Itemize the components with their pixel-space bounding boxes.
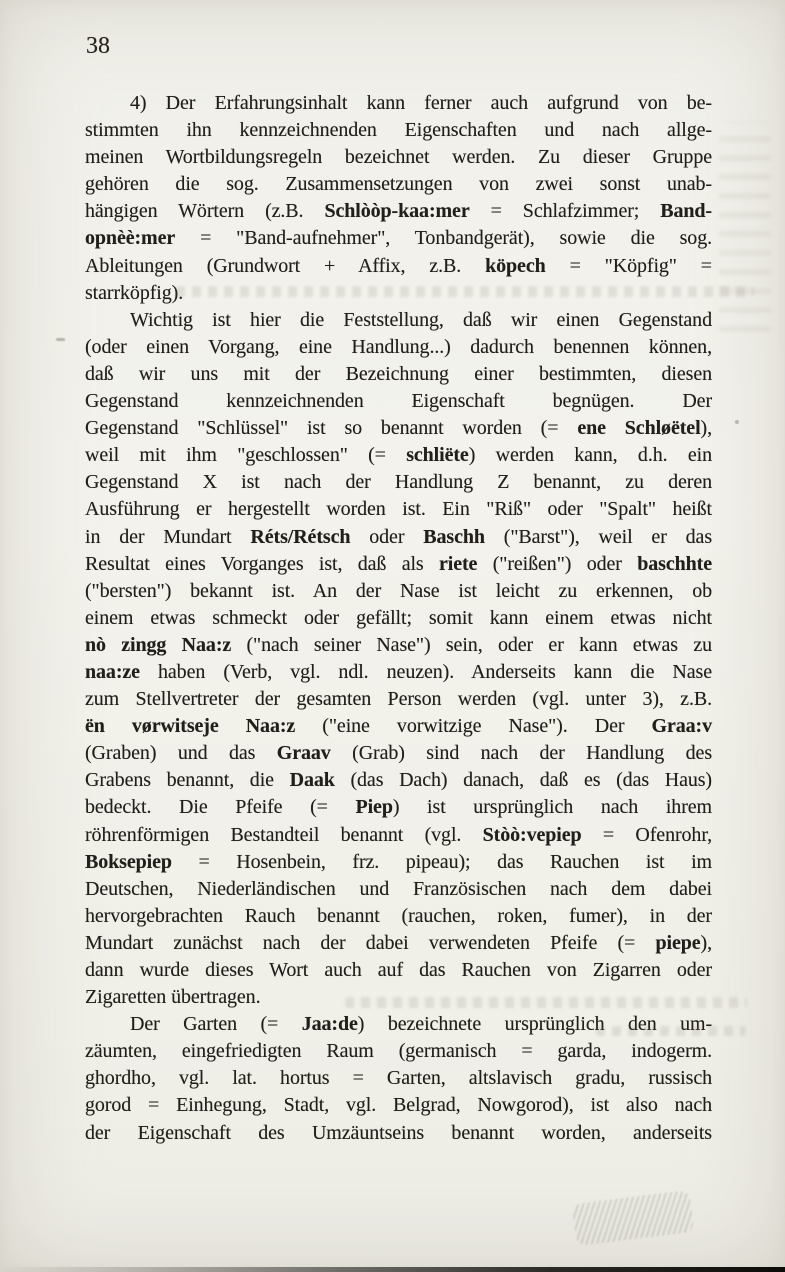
dialect-term: Stòò:vepiep	[482, 823, 582, 846]
text-segment: 4) Der Erfahrungsinhalt kann ferner auch aufgrund von be-	[130, 92, 712, 114]
text-line	[85, 713, 712, 740]
text-segment: = Ofenrohr,	[581, 823, 712, 846]
text-segment: Der Garten (=	[130, 1013, 302, 1036]
dialect-term: Piep	[355, 796, 393, 819]
text-segment: = "Köpfig" =	[545, 254, 712, 277]
text-segment: meinen Wortbildungsregeln bezeichnet werden. Zu dieser Gruppe	[85, 146, 712, 169]
text-line	[85, 632, 712, 659]
dialect-term: Graav	[276, 742, 331, 765]
text-segment: hängigen Wörtern (z.B.	[85, 200, 325, 223]
text-line	[85, 849, 712, 876]
text-segment: Gegenstand X ist nach der Handlung Z benannt, zu deren	[85, 471, 712, 494]
dialect-term: baschhte	[637, 552, 712, 575]
scan-smudge	[572, 1190, 694, 1246]
bleedthrough-artifact	[719, 122, 771, 332]
text-segment: Ableitungen (Grundwort + Affix, z.B.	[85, 254, 486, 277]
dialect-term: Daak	[289, 769, 335, 792]
dialect-term: Schlòòp-kaa:mer	[324, 200, 470, 223]
scan-edge-shadow	[0, 1267, 785, 1272]
text-segment: dann wurde dieses Wort auch auf das Rauchen von Zigarren oder	[85, 959, 712, 981]
text-segment: ) bezeichnete ursprünglich den um-	[357, 1013, 713, 1036]
dialect-term: schliëte	[406, 444, 469, 467]
dialect-term: piepe	[655, 931, 701, 954]
text-segment: oder	[350, 525, 424, 548]
paragraph	[85, 307, 712, 1011]
text-segment: gorod = Einhegung, Stadt, vgl. Belgrad, Nowgorod), ist also nach	[85, 1094, 712, 1117]
text-segment: gehören die sog. Zusammensetzungen von zwei sonst unab-	[85, 173, 712, 196]
text-line	[85, 225, 712, 252]
text-segment: ),	[700, 417, 712, 440]
ink-speck	[735, 420, 739, 424]
text-segment: Gegenstand kennzeichnenden Eigenschaft begnügen. Der	[85, 390, 712, 413]
text-line	[85, 876, 712, 903]
text-line	[85, 930, 712, 957]
paragraph	[85, 90, 712, 307]
dialect-term: Réts/Rétsch	[250, 525, 351, 548]
text-segment: in der Mundart	[85, 525, 251, 548]
text-segment: ("reißen") oder	[477, 552, 638, 575]
text-segment: röhrenförmigen Bestandteil benannt (vgl.	[85, 823, 483, 846]
dialect-term: Band-	[660, 200, 712, 223]
text-line	[85, 469, 712, 496]
text-segment: weil mit ihm "geschlossen" (=	[85, 444, 407, 467]
text-segment: ghordho, vgl. lat. hortus = Garten, altslavisch gradu, russisch	[85, 1067, 712, 1090]
text-segment: stimmten ihn kennzeichnenden Eigenschaften und nach allge-	[85, 119, 712, 142]
paragraph	[85, 1011, 712, 1146]
text-line	[85, 659, 712, 686]
dialect-term: Baschh	[423, 525, 485, 548]
text-segment: ) ist ursprünglich nach ihrem	[392, 796, 712, 819]
text-line	[85, 767, 712, 794]
text-segment: Zigaretten übertragen.	[85, 986, 261, 1009]
text-line	[85, 524, 712, 551]
page-number: 38	[86, 33, 110, 59]
text-line	[85, 605, 712, 632]
text-segment: ("Barst"), weil er das	[484, 525, 713, 548]
ink-speck	[56, 338, 65, 341]
dialect-term: ene Schløëtel	[577, 417, 701, 440]
text-line	[85, 1065, 712, 1092]
dialect-term: ën vørwitseje Naa:z	[85, 715, 296, 738]
text-line	[85, 1038, 712, 1065]
text-segment: Wichtig ist hier die Feststellung, daß wir einen Gegenstand	[130, 308, 712, 331]
text-line	[85, 280, 712, 307]
text-segment: ("eine vorwitzige Nase"). Der	[295, 715, 652, 738]
text-segment: einem etwas schmeckt oder gefällt; somit kann einem etwas nicht	[85, 606, 712, 629]
text-segment: hervorgebrachten Rauch benannt (rauchen, roken, fumer), in der	[85, 904, 712, 927]
text-segment: (oder einen Vorgang, eine Handlung...) dadurch benennen können,	[85, 335, 712, 358]
text-line	[85, 794, 712, 821]
text-segment: = Hosenbein, frz. pipeau); das Rauchen ist im	[171, 850, 712, 873]
dialect-term: naa:ze	[85, 660, 140, 683]
text-segment: Ausführung er hergestellt worden ist. Ein "Riß" oder "Spalt" heißt	[85, 498, 712, 521]
text-segment: starrköpfig).	[85, 281, 184, 304]
text-segment: ) werden kann, d.h. ein	[468, 444, 712, 467]
text-segment: (Grab) sind nach der Handlung des	[330, 742, 713, 765]
text-line	[85, 144, 712, 171]
text-segment: Mundart zunächst nach der dabei verwendeten Pfeife (=	[85, 931, 656, 954]
text-line	[85, 903, 712, 930]
text-line	[85, 740, 712, 767]
text-line	[85, 686, 712, 713]
text-segment: ("bersten") bekannt ist. An der Nase ist leicht zu erkennen, ob	[85, 579, 712, 602]
text-line	[85, 415, 712, 442]
text-line	[85, 307, 712, 334]
text-segment: der Eigenschaft des Umzäuntseins benannt worden, anderseits	[85, 1121, 712, 1144]
text-segment: = "Band-aufnehmer", Tonbandgerät), sowie die sog.	[175, 227, 712, 250]
dialect-term: nò zingg Naa:z	[85, 633, 232, 656]
text-line	[85, 1011, 712, 1038]
text-line	[85, 334, 712, 361]
dialect-term: Graa:v	[651, 715, 712, 738]
dialect-term: Jaa:de	[301, 1013, 358, 1036]
text-segment: Grabens benannt, die	[85, 769, 290, 792]
text-line	[85, 388, 712, 415]
text-line	[85, 442, 712, 469]
text-line	[85, 822, 712, 849]
dialect-term: Boksepiep	[85, 850, 172, 873]
text-line	[85, 90, 712, 117]
dialect-term: riete	[438, 552, 478, 575]
text-line	[85, 171, 712, 198]
text-segment: ("nach seiner Nase") sein, oder er kann etwas zu	[231, 633, 712, 656]
text-segment: daß wir uns mit der Bezeichnung einer bestimmten, diesen	[85, 362, 712, 385]
text-line	[85, 496, 712, 523]
text-segment: Deutschen, Niederländischen und Französischen nach dem dabei	[85, 877, 712, 900]
dialect-term: köpech	[485, 254, 546, 277]
text-line	[85, 1092, 712, 1119]
text-line	[85, 198, 712, 225]
text-line	[85, 253, 712, 280]
text-segment: (das Dach) danach, daß es (das Haus)	[334, 769, 712, 792]
text-line	[85, 578, 712, 605]
text-segment: bedeckt. Die Pfeife (=	[85, 796, 356, 819]
text-segment: zäumten, eingefriedigten Raum (germanisch = garda, indogerm.	[85, 1040, 712, 1063]
text-segment: zum Stellvertreter der gesamten Person werden (vgl. unter 3), z.B.	[85, 688, 712, 711]
text-line	[85, 117, 712, 144]
text-line	[85, 1120, 712, 1147]
text-segment: (Graben) und das	[85, 742, 277, 765]
text-segment: haben (Verb, vgl. ndl. neuzen). Anderseits kann die Nase	[139, 660, 712, 683]
text-segment: ),	[700, 931, 712, 954]
text-segment: = Schlafzimmer;	[469, 200, 661, 223]
text-segment: Resultat eines Vorganges ist, daß als	[85, 552, 439, 575]
text-line	[85, 361, 712, 388]
text-line	[85, 957, 712, 984]
text-segment: Gegenstand "Schlüssel" ist so benannt worden (=	[85, 417, 578, 440]
text-block	[85, 90, 712, 1147]
text-line	[85, 984, 712, 1011]
dialect-term: opnèè:mer	[85, 227, 176, 250]
text-line	[85, 551, 712, 578]
